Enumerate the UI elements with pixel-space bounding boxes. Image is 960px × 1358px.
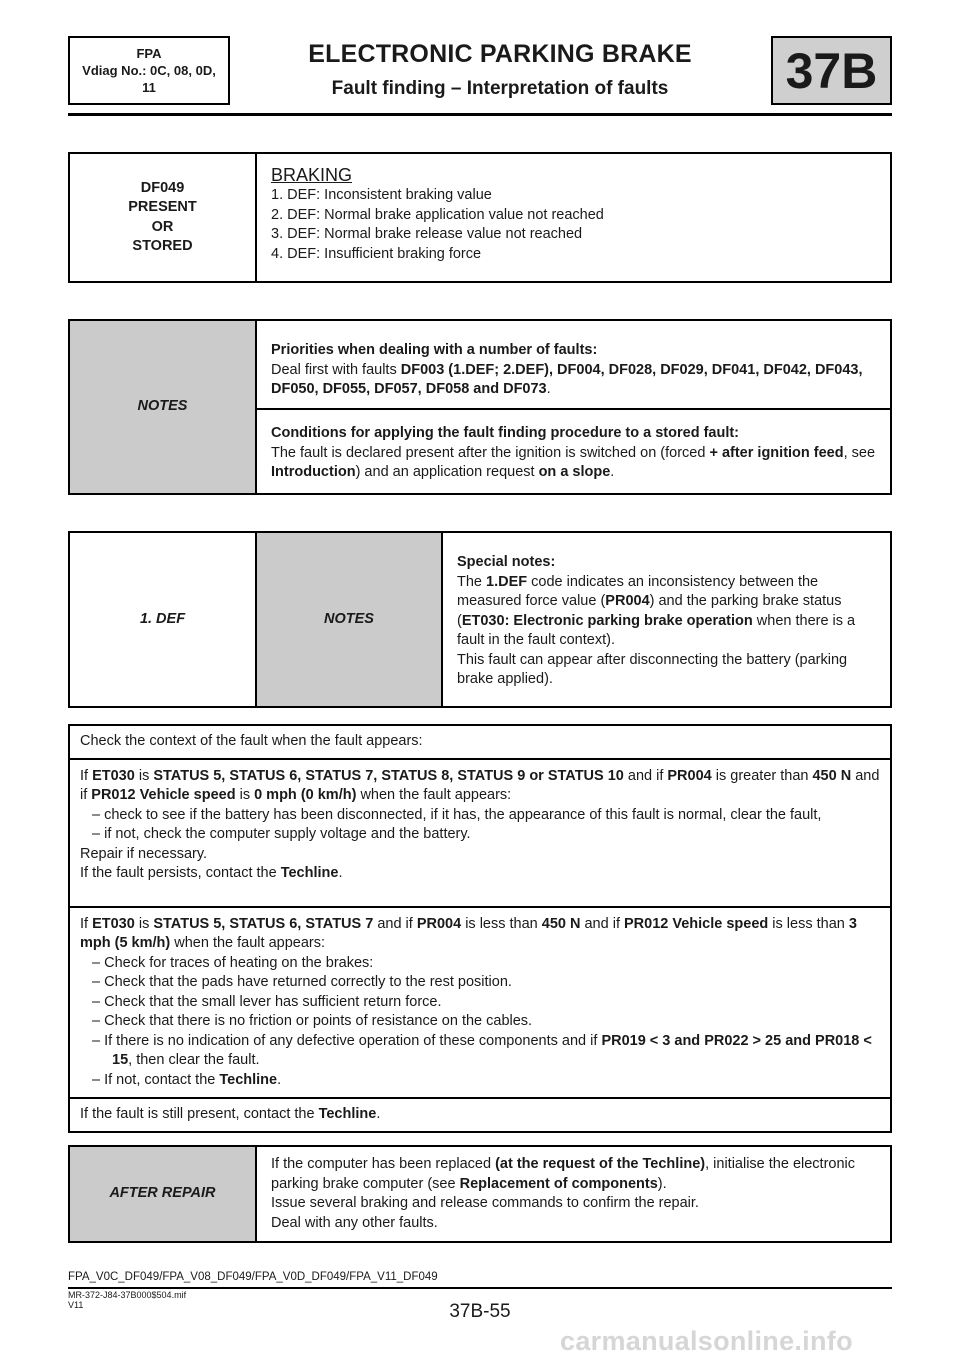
bold-span: PR012 Vehicle speed [624, 915, 769, 932]
notes-label: NOTES [137, 398, 188, 415]
after-repair-label-cell [69, 1146, 256, 1242]
conditions-cell [256, 409, 891, 494]
case2-condition [80, 915, 880, 954]
header-rule [68, 113, 892, 116]
conditions-text [271, 444, 876, 483]
bold-span: PR004 [667, 767, 712, 784]
text-span: and if [373, 915, 417, 932]
bold-span: PR019 < 3 and PR022 > 25 and PR018 < 15 [112, 1032, 872, 1068]
text-span: . [610, 464, 615, 480]
still-present-cell [69, 1098, 891, 1132]
priorities-cell [256, 320, 891, 409]
bold-span: PR004 [416, 915, 462, 932]
text-span: ) and the parking brake status ( [457, 593, 842, 629]
case1-bullet: – check to see if the battery has been disconnected, if it has, the appearance of this fault is normal, clear the fault, [92, 806, 822, 823]
text-span: , then clear the fault. [128, 1052, 260, 1068]
case2-bullet [80, 1071, 880, 1091]
text-span: – If there is no indication of any defective operation of these components and if [92, 1032, 602, 1049]
text-span: is less than [768, 915, 849, 932]
text-span: is less than [461, 915, 542, 932]
check-context-text: Check the context of the fault when the fault appears: [80, 733, 423, 749]
fault-item: 4. DEF: Insufficient braking force [271, 245, 482, 262]
case2-bullet: – Check for traces of heating on the brakes: [92, 954, 374, 971]
priorities-text [271, 361, 876, 400]
fault-state: STORED [132, 238, 193, 254]
fault-list: DF003 (1.DEF; 2.DEF), DF004, DF028, DF029, DF041, DF042, DF043, DF050, DF055, DF057, DF058 and DF073 [271, 361, 863, 397]
vehicle-info-line: 11 [142, 80, 156, 95]
text-span: is greater than [711, 767, 813, 784]
case2-bullet: – Check that the pads have returned correctly to the rest position. [92, 974, 512, 990]
case1-repair: Repair if necessary. [80, 845, 208, 862]
text-span: ) and an application request [355, 464, 539, 480]
bold-span: Techline [219, 1071, 278, 1088]
text-span: Deal first with faults [271, 361, 401, 378]
text-span: The [457, 573, 487, 590]
bold-span: PR012 Vehicle speed [91, 787, 236, 803]
text-span: If [80, 767, 93, 784]
case1-cell [69, 759, 891, 907]
footer-reference: FPA_V0C_DF049/FPA_V08_DF049/FPA_V0D_DF049/FPA_V11_DF049 [68, 1271, 438, 1283]
bold-span: ET030 [92, 767, 135, 784]
page-title: ELECTRONIC PARKING BRAKE [308, 40, 692, 68]
case2-cell [69, 907, 891, 1099]
text-span: and if [623, 767, 668, 784]
after-repair-text: Deal with any other faults. [271, 1214, 438, 1231]
def1-table [68, 531, 892, 708]
text-span: ). [657, 1175, 667, 1192]
bold-span: Replacement of components [459, 1175, 658, 1192]
text-span: code indicates an inconsistency between the measured force value ( [457, 573, 819, 609]
text-span: . [546, 381, 551, 397]
watermark: carmanualsonline.info [560, 1326, 853, 1356]
bold-span: Techline [318, 1106, 377, 1122]
text-span: . [277, 1071, 282, 1088]
case1-condition [80, 767, 880, 806]
bold-span: 450 N [541, 915, 581, 932]
priorities-title: Priorities when dealing with a number of faults: [271, 342, 598, 358]
footer-mif: MR-372-J84-37B000$504.mif [68, 1290, 187, 1300]
after-repair-cell [256, 1146, 891, 1242]
fault-item: 2. DEF: Normal brake application value not reached [271, 206, 604, 223]
notes-label-cell [69, 320, 256, 494]
after-repair-text [271, 1155, 876, 1194]
case2-bullet: – Check that the small lever has sufficient return force. [92, 993, 442, 1010]
check-context-cell [69, 725, 891, 759]
text-span: – If not, contact the [92, 1071, 220, 1088]
special-notes-text [457, 573, 876, 651]
bold-span: (at the request of the Techline) [495, 1156, 706, 1172]
case1-bullet: – if not, check the computer supply voltage and the battery. [92, 826, 471, 842]
after-repair-label: AFTER REPAIR [109, 1185, 216, 1202]
notes-table [68, 319, 892, 495]
text-span: when there is a fault in the fault context). [457, 612, 856, 648]
vehicle-info-line: Vdiag No.: 0C, 08, 0D, [82, 63, 216, 78]
text-span: If the computer has been replaced [271, 1156, 496, 1172]
section-code: 37B [771, 36, 892, 105]
fault-description-cell [256, 153, 891, 282]
bold-span: on a slope [538, 464, 611, 480]
footer-version: V11 [68, 1300, 84, 1310]
text-span: and if [580, 915, 624, 932]
after-repair-table [68, 1145, 892, 1243]
text-span: , see [843, 444, 876, 461]
fault-state: PRESENT [128, 199, 197, 215]
fault-code-cell [69, 153, 256, 282]
text-span: . [338, 865, 343, 881]
bold-span: Techline [280, 865, 339, 881]
procedure-table [68, 724, 892, 1133]
fault-item: 1. DEF: Inconsistent braking value [271, 187, 492, 203]
text-span: is [134, 767, 154, 784]
fault-heading: BRAKING [271, 165, 353, 185]
after-repair-text: Issue several braking and release commands to confirm the repair. [271, 1195, 699, 1211]
bold-span: 3 mph (5 km/h) [80, 915, 857, 951]
footer-rule [68, 1287, 892, 1289]
text-span: If the fault persists, contact the [80, 865, 281, 881]
vehicle-info-line: FPA [136, 46, 162, 61]
bold-span: ET030 [92, 915, 135, 932]
text-span: when the fault appears: [356, 787, 512, 803]
bold-span: Introduction [271, 464, 356, 480]
bold-span: 450 N [812, 767, 852, 784]
bold-span: STATUS 5, STATUS 6, STATUS 7, STATUS 8, STATUS 9 or STATUS 10 [153, 767, 624, 784]
def1-notes-label: NOTES [324, 610, 374, 627]
page-subtitle: Fault finding – Interpretation of faults [331, 78, 669, 99]
text-span: . [376, 1106, 381, 1122]
case2-bullet [80, 1032, 880, 1071]
bold-span: PR004 [605, 593, 650, 609]
bold-span: STATUS 5, STATUS 6, STATUS 7 [153, 915, 374, 932]
def1-label-cell [69, 532, 256, 707]
conditions-title: Conditions for applying the fault finding procedure to a stored fault: [271, 425, 740, 441]
special-notes-text: This fault can appear after disconnecting the battery (parking brake applied). [457, 651, 848, 687]
text-span: The fault is declared present after the ignition is switched on (forced [271, 444, 710, 461]
bold-span: 0 mph (0 km/h) [254, 787, 357, 803]
text-span: , initialise the electronic parking brake computer (see [271, 1156, 856, 1192]
text-span: and if [80, 767, 880, 803]
text-span: is [134, 915, 154, 932]
def1-notes-label-cell [256, 532, 442, 707]
bold-span: + after ignition feed [709, 444, 844, 461]
fault-item: 3. DEF: Normal brake release value not reached [271, 226, 583, 242]
bold-span: ET030: Electronic parking brake operation [461, 612, 753, 629]
text-span: If the fault is still present, contact the [80, 1106, 319, 1122]
fault-state: OR [151, 218, 174, 235]
fault-table [68, 152, 892, 283]
vehicle-info-box [68, 36, 230, 105]
case2-bullet: – Check that there is no friction or points of resistance on the cables. [92, 1013, 533, 1029]
text-span: If [80, 915, 93, 932]
def1-label: 1. DEF [139, 610, 186, 627]
text-span: is [235, 787, 255, 803]
bold-span: 1.DEF [486, 573, 528, 590]
text-span: when the fault appears: [170, 935, 326, 951]
page-number: 37B-55 [449, 1301, 511, 1322]
case1-persists [80, 864, 880, 884]
fault-code: DF049 [140, 179, 185, 196]
special-notes-title: Special notes: [457, 554, 556, 570]
def1-notes-cell [442, 532, 891, 707]
